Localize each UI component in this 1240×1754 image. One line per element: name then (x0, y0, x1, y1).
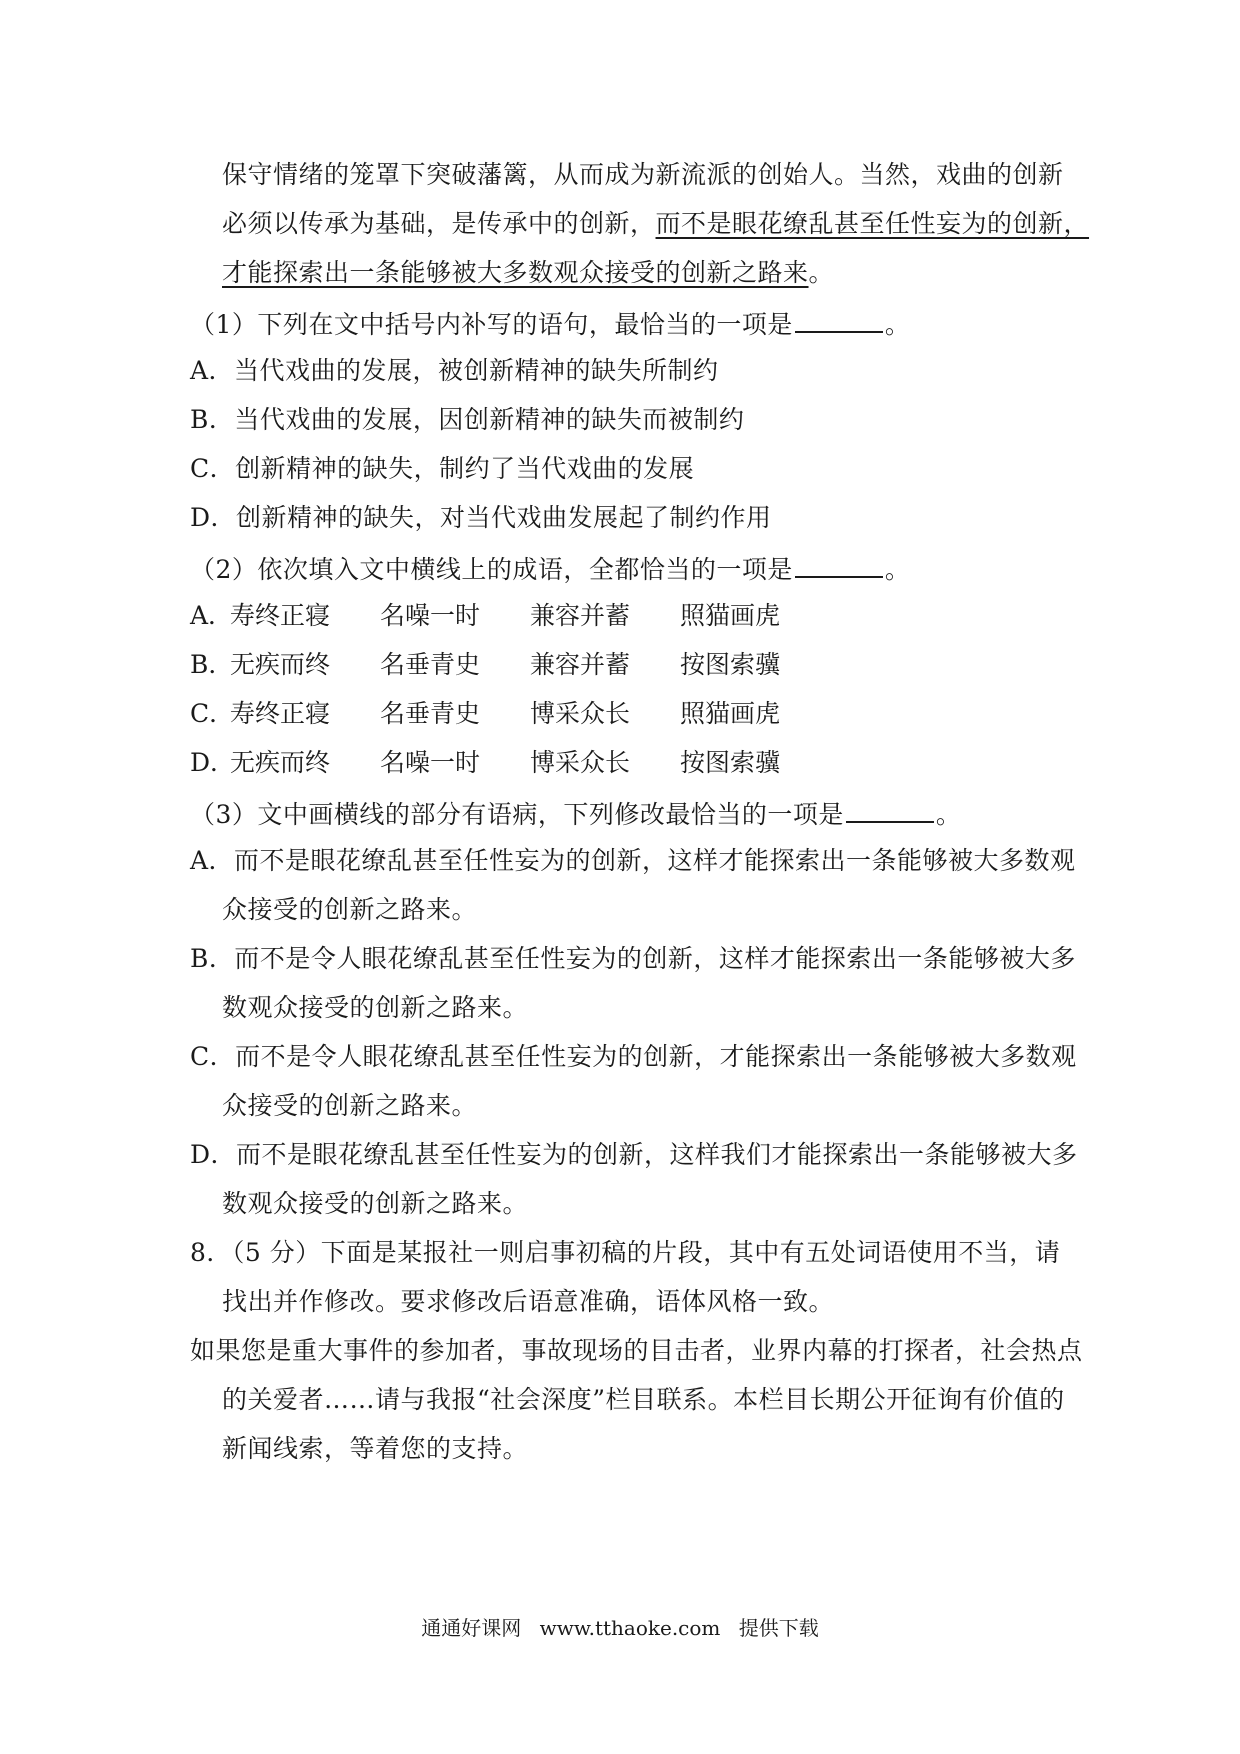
passage-underlined-2: 才能探索出一条能够被大多数观众接受的创新之路来 (222, 258, 809, 287)
q2-stem (190, 550, 910, 587)
q2-idiom-4: 按图索骥 (680, 650, 781, 679)
q2-option-label: C． (190, 699, 235, 728)
q8-stem-line-1: 8．（5 分）下面是某报社一则启事初稿的片段，其中有五处词语使用不当，请 (190, 1238, 1061, 1267)
q1-stem-text: （1）下列在文中括号内补写的语句，最恰当的一项是 (190, 310, 793, 339)
q2-idiom-2: 名噪一时 (380, 748, 481, 777)
passage-line-2-plain: 必须以传承为基础，是传承中的创新， (222, 209, 656, 238)
q2-idiom-4: 照猫画虎 (680, 699, 781, 728)
q2-option-label: A． (190, 601, 234, 630)
q3-option-d-line-1: D．而不是眼花缭乱甚至任性妄为的创新，这样我们才能探索出一条能够被大多 (190, 1140, 1078, 1169)
q8-notice-line-3: 新闻线索，等着您的支持。 (222, 1434, 529, 1463)
q2-idiom-2: 名噪一时 (380, 601, 481, 630)
q1-option-c: C．创新精神的缺失，制约了当代戏曲的发展 (190, 454, 695, 483)
q3-option-b-line-2: 数观众接受的创新之路来。 (222, 993, 529, 1022)
q8-notice-line-1: 如果您是重大事件的参加者，事故现场的目击者，业界内幕的打探者，社会热点 (190, 1336, 1083, 1365)
q2-idiom-3: 兼容并蓄 (530, 650, 631, 679)
q2-idiom-2: 名垂青史 (380, 699, 481, 728)
q3-option-c-line-2: 众接受的创新之路来。 (222, 1091, 478, 1120)
q3-stem-end: 。 (935, 800, 962, 829)
q2-idiom-3: 博采众长 (530, 748, 631, 777)
q3-option-c-line-1: C．而不是令人眼花缭乱甚至任性妄为的创新，才能探索出一条能够被大多数观 (190, 1042, 1077, 1071)
q2-idiom-4: 按图索骥 (680, 748, 781, 777)
q3-option-b-line-1: B．而不是令人眼花缭乱甚至任性妄为的创新，这样才能探索出一条能够被大多 (190, 944, 1076, 973)
passage-line-3 (222, 256, 834, 290)
page-footer (0, 1614, 1240, 1642)
q2-stem-end: 。 (884, 555, 911, 584)
q1-answer-blank (795, 305, 883, 333)
passage-line-2 (222, 207, 1089, 241)
q1-option-b: B．当代戏曲的发展，因创新精神的缺失而被制约 (190, 405, 745, 434)
passage-line-1: 保守情绪的笼罩下突破藩篱，从而成为新流派的创始人。当然，戏曲的创新 (222, 160, 1064, 189)
q2-stem-text: （2）依次填入文中横线上的成语，全都恰当的一项是 (190, 555, 793, 584)
q2-idiom-1: 寿终正寝 (230, 699, 331, 728)
q1-stem-end: 。 (884, 310, 911, 339)
q3-stem-text: （3）文中画横线的部分有语病，下列修改最恰当的一项是 (190, 800, 844, 829)
passage-line-3-end: 。 (808, 258, 835, 287)
q2-option-label: B． (190, 650, 234, 679)
footer-url: www.tthaoke.com (539, 1616, 721, 1640)
q1-option-a: A．当代戏曲的发展，被创新精神的缺失所制约 (190, 356, 719, 385)
q3-stem (190, 795, 961, 832)
q2-idiom-1: 无疾而终 (230, 650, 331, 679)
q3-option-a-line-2: 众接受的创新之路来。 (222, 895, 478, 924)
q3-option-d-line-2: 数观众接受的创新之路来。 (222, 1189, 529, 1218)
q2-answer-blank (795, 550, 883, 578)
q8-notice-line-2: 的关爱者……请与我报“社会深度”栏目联系。本栏目长期公开征询有价值的 (222, 1385, 1065, 1414)
q2-option-label: D． (190, 748, 236, 777)
q2-idiom-1: 无疾而终 (230, 748, 331, 777)
q3-option-a-line-1: A．而不是眼花缭乱甚至任性妄为的创新，这样才能探索出一条能够被大多数观 (190, 846, 1076, 875)
q8-stem-line-2: 找出并作修改。要求修改后语意准确，语体风格一致。 (222, 1287, 835, 1316)
q2-idiom-4: 照猫画虎 (680, 601, 781, 630)
q3-answer-blank (846, 795, 934, 823)
q2-idiom-2: 名垂青史 (380, 650, 481, 679)
q2-idiom-3: 兼容并蓄 (530, 601, 631, 630)
passage-underlined-1: 而不是眼花缭乱甚至任性妄为的创新， (655, 209, 1090, 238)
q2-idiom-3: 博采众长 (530, 699, 631, 728)
footer-site-name: 通通好课网 (421, 1616, 522, 1640)
q2-idiom-1: 寿终正寝 (230, 601, 331, 630)
q1-option-d: D．创新精神的缺失，对当代戏曲发展起了制约作用 (190, 503, 772, 532)
footer-download-text: 提供下载 (738, 1616, 819, 1640)
q1-stem (190, 305, 910, 342)
